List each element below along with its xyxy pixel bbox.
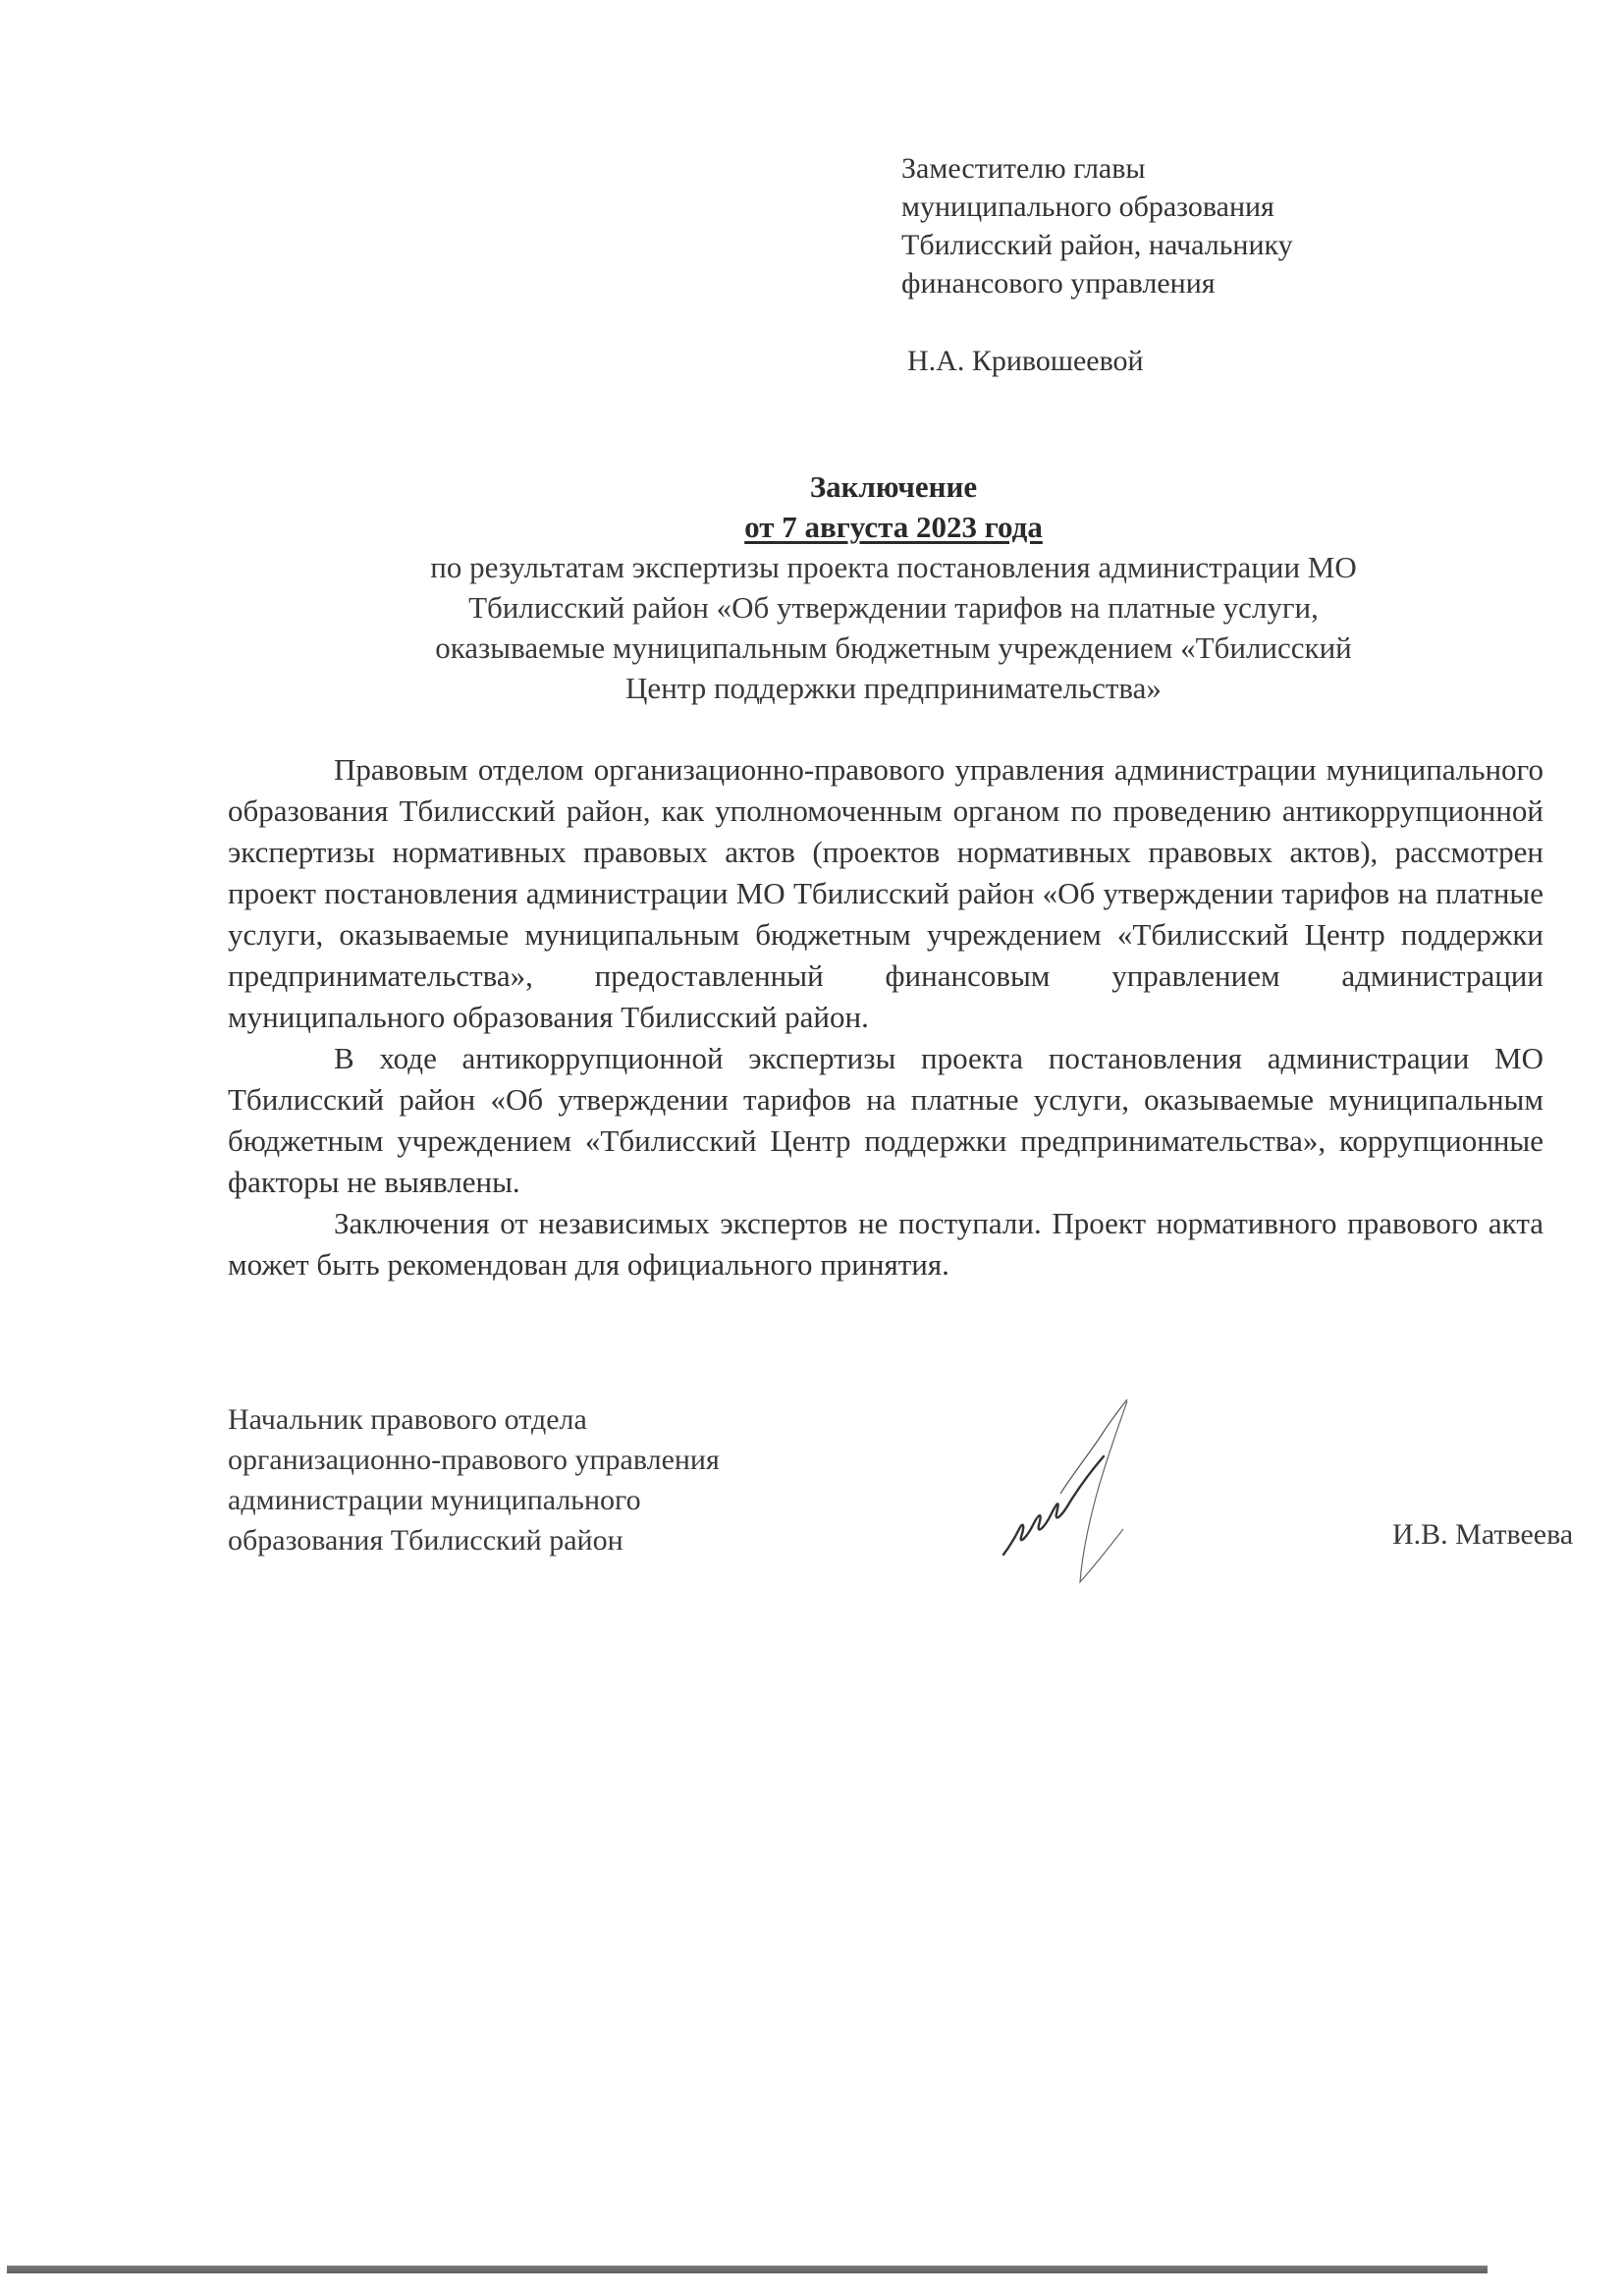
scan-edge-bar — [7, 2266, 1488, 2273]
document-title-block — [236, 466, 1551, 708]
document-body — [228, 749, 1543, 1285]
document-subtitle-line: Тбилисский район «Об утверждении тарифов на платные услуги, — [468, 590, 1319, 625]
signatory-position — [228, 1399, 720, 1560]
addressee-block — [901, 149, 1293, 380]
addressee-line: финансового управления — [901, 267, 1216, 300]
position-line: организационно-правового управления — [228, 1444, 720, 1476]
signer-name: И.В. Матвеева — [1392, 1518, 1574, 1551]
addressee-line: муниципального образования — [901, 191, 1274, 223]
position-line: Начальник правового отдела — [228, 1403, 587, 1436]
addressee-line: Заместителю главы — [901, 152, 1146, 185]
document-subtitle-line: Центр поддержки предпринимательства» — [625, 671, 1162, 705]
addressee-line: Тбилисский район, начальнику — [901, 229, 1293, 261]
position-line: образования Тбилисский район — [228, 1524, 623, 1557]
body-paragraph: В ходе антикоррупционной экспертизы проекта постановления администрации МО Тбилисский район «Об утверждении тарифов на платные услуги, оказываемые муниципальным бюджетным учреждением «Тбилисский Центр поддержки предпринимательства», коррупционные факторы не выявлены. — [228, 1041, 1543, 1199]
document-subtitle-line: по результатам экспертизы проекта постановления администрации МО — [430, 550, 1357, 584]
body-paragraph: Правовым отделом организационно-правового управления администрации муниципального образования Тбилисский район, как уполномоченным органом по проведению антикоррупционной экспертизы нормативных правовых актов (проектов нормативных правовых актов), рассмотрен проект постановления администрации МО Тбилисский район «Об утверждении тарифов на платные услуги, оказываемые муниципальным бюджетным учреждением «Тбилисский Центр поддержки предпринимательства», предоставленный финансовым управлением администрации муниципального образования Тбилисский район. — [228, 752, 1543, 1034]
addressee-name: Н.А. Кривошеевой — [907, 345, 1144, 377]
body-paragraph: Заключения от независимых экспертов не поступали. Проект нормативного правового акта может быть рекомендован для официального принятия. — [228, 1206, 1543, 1282]
document-heading: Заключение — [809, 469, 978, 504]
document-subtitle-line: оказываемые муниципальным бюджетным учреждением «Тбилисский — [435, 630, 1352, 665]
document-date: от 7 августа 2023 года — [744, 510, 1043, 544]
handwritten-signature — [1001, 1399, 1237, 1596]
position-line: администрации муниципального — [228, 1484, 641, 1516]
